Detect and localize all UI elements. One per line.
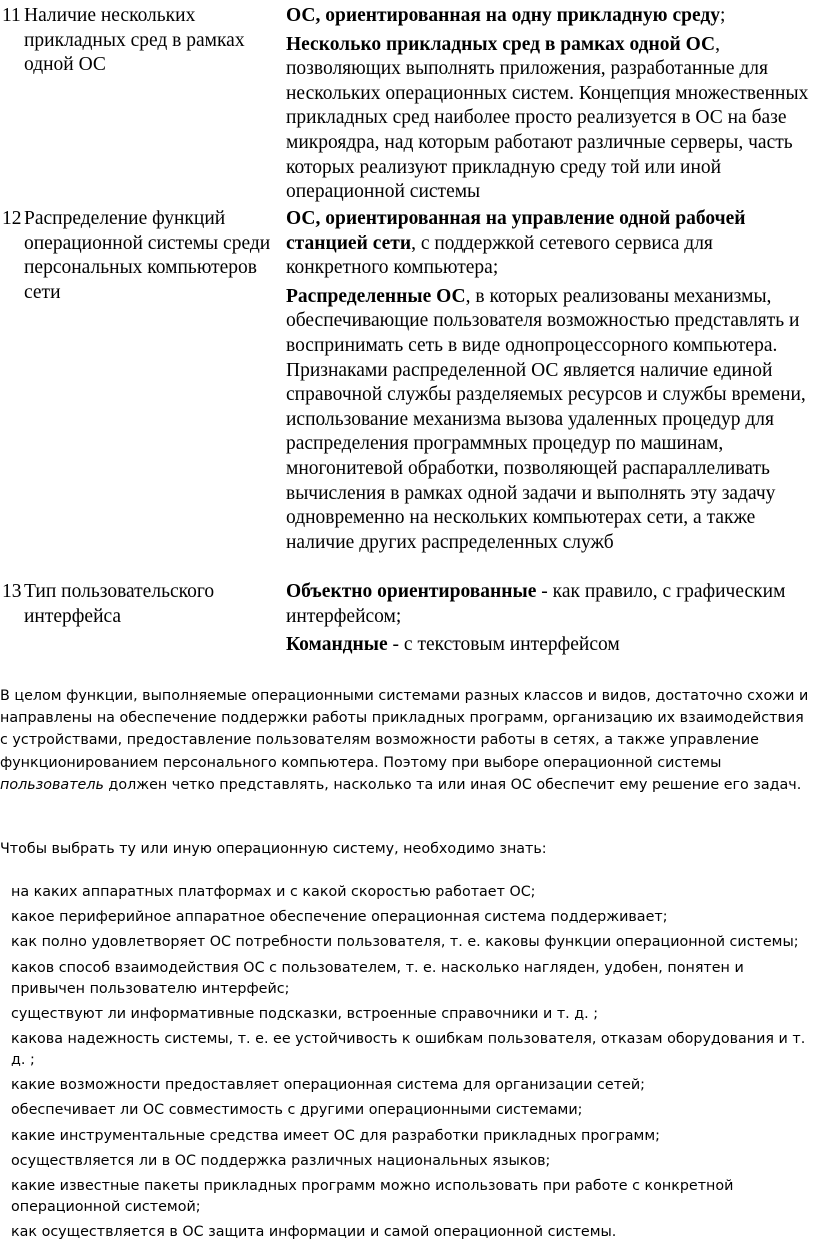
description-item — [286, 285, 816, 556]
need-to-know-text: Чтобы выбрать ту или иную операционную систему, необходимо знать: — [0, 841, 547, 857]
list-item: какие инструментальные средства имеет ОС для разработки прикладных программ; — [11, 1127, 660, 1144]
list-item: какова надежность системы, т. е. ее устойчивость к ошибкам пользователя, отказам оборудования и т. д. ; — [11, 1030, 806, 1068]
list-item: как полно удовлетворяет ОС потребности пользователя, т. е. каковы функции операционной системы; — [11, 934, 799, 951]
intro-text-end: должен четко представлять, насколько та или иная ОС обеспечит ему решение его задач. — [103, 776, 802, 793]
list-item: обеспечивает ли ОС совместимость с другими операционными системами; — [11, 1102, 583, 1119]
term-description: ; — [719, 5, 726, 26]
description-item — [286, 580, 816, 629]
list-item: какие известные пакеты прикладных программ можно использовать при работе с конкретной операционной системой; — [11, 1177, 734, 1215]
row-number: 11 — [2, 5, 21, 26]
term-description: - с текстовым интерфейсом — [387, 634, 620, 656]
row-number: 13 — [2, 581, 22, 602]
row-number: 12 — [2, 208, 22, 229]
description-cell — [286, 207, 816, 555]
term: ОС, ориентированная на управление одной рабочей станцией сети — [286, 208, 746, 254]
description-item — [286, 33, 816, 205]
list-item: существуют ли информативные подсказки, встроенные справочники и т. д. ; — [11, 1005, 599, 1022]
term: ОС, ориентированная на одну прикладную среду — [286, 5, 720, 26]
table-row — [0, 204, 816, 577]
criterion-cell: Наличие нескольких прикладных сред в рамках одной ОС — [24, 5, 245, 76]
term-description: , с поддержкой сетевого сервиса для конкретного компьютера; — [286, 232, 713, 279]
term: Распределенные ОС — [286, 285, 466, 307]
description-cell — [286, 4, 816, 205]
list-item: какие возможности предоставляет операционная система для организации сетей; — [11, 1077, 645, 1094]
criterion-cell: Тип пользовательского интерфейса — [24, 581, 215, 627]
description-item — [286, 207, 816, 281]
list-item: каков способ взаимодействия ОС с пользователем, т. е. насколько нагляден, удобен, понятен и привычен пользователю интерфейс; — [11, 959, 744, 997]
list-item: на каких аппаратных платформах и с какой скоростью работает ОС; — [11, 884, 536, 900]
table-row — [0, 0, 816, 204]
need-to-know-paragraph — [0, 838, 812, 860]
table-row — [0, 577, 816, 667]
term-description: - как правило, с графическим интерфейсом; — [286, 581, 786, 627]
term-description: , позволяющих выполнять приложения, разработанные для нескольких операционных систем. Концепция множественных прикладных сред наиболее просто реализуется в ОС на базе микроядра, над которым работают различные серверы, часть которых реализуют прикладную среду той или иной операционной системы — [286, 33, 809, 203]
list-item: осуществляется ли в ОС поддержка различных национальных языков; — [11, 1152, 551, 1169]
emphasized-word: пользователь — [0, 776, 104, 793]
questions-list — [11, 882, 814, 1247]
intro-paragraph — [0, 685, 812, 796]
list-item: какое периферийное аппаратное обеспечение операционная система поддерживает; — [11, 909, 668, 926]
term: Объектно ориентированные — [286, 581, 537, 602]
intro-text: В целом функции, выполняемые операционными системами разных классов и видов, достаточно схожи и направлены на обеспечение поддержки работы прикладных программ, организацию их взаимодействия с устройствами, предоставление пользователям возможности работы в сетях, а также управление функционированием персонального компьютера. Поэтому при выборе операционной системы — [0, 688, 809, 771]
list-item: как осуществляется в ОС защита информации и самой операционной системы. — [11, 1224, 617, 1241]
criterion-cell: Распределение функций операционной системы среди персональных компьютеров сети — [24, 208, 271, 303]
description-item — [286, 633, 816, 658]
term-description: , в которых реализованы механизмы, обеспечивающие пользователя возможностью представлять и воспринимать сеть в виде однопроцессорного компьютера. Признаками распределенной ОС является наличие единой справочной службы разделяемых ресурсов и службы времени, использование механизма вызова удаленных процедур для распределения программных процедур по машинам, многонитевой обработки, позволяющей распараллеливать вычисления в рамках одной задачи и выполнять эту задачу одновременно на нескольких компьютерах сети, а также наличие других распределенных служб — [286, 285, 806, 553]
description-item — [286, 4, 816, 29]
description-cell — [286, 580, 816, 658]
term: Несколько прикладных сред в рамках одной ОС — [286, 33, 716, 55]
term: Командные — [286, 634, 388, 656]
